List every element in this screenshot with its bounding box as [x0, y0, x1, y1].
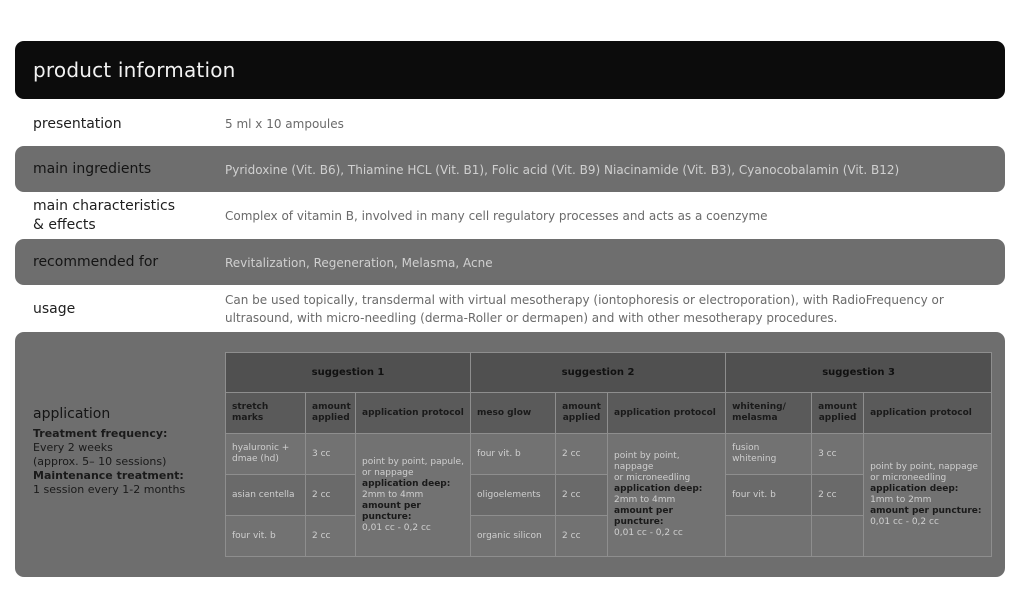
column-header: stretch marks	[226, 393, 306, 434]
maintenance-treatment-line: 1 session every 1-2 months	[33, 483, 186, 496]
row-application	[15, 332, 1005, 577]
column-header-line: amount	[818, 402, 857, 412]
column-header-line: applied	[562, 413, 601, 423]
table-cell: 2 cc	[556, 434, 608, 475]
protocol-title: application deep:	[362, 478, 451, 489]
table-cell: four vit. b	[471, 434, 556, 475]
protocol-cell	[608, 434, 726, 557]
row-label-line: main characteristics	[33, 198, 176, 214]
table-cell: 3 cc	[306, 434, 356, 475]
table-cell: organic silicon	[471, 516, 556, 557]
row-label: main ingredients	[33, 161, 152, 177]
protocol-line: or microneedling	[614, 473, 691, 483]
protocol-line: or microneedling	[870, 473, 947, 483]
column-header-line: applied	[312, 413, 350, 423]
column-header: application protocol	[356, 393, 471, 434]
column-header-line: amount	[562, 402, 601, 412]
treatment-frequency-line: Every 2 weeks	[33, 441, 113, 454]
column-header-line: melasma	[732, 413, 778, 423]
application-title: application	[33, 406, 111, 422]
protocol-title: amount per puncture:	[870, 506, 982, 516]
row-recommended-for	[15, 239, 1005, 285]
column-header: application protocol	[864, 393, 992, 434]
protocol-cell	[864, 434, 992, 557]
protocol-line: 2mm to 4mm	[614, 495, 676, 505]
column-header: meso glow	[471, 393, 556, 434]
column-header-line: amount	[312, 402, 351, 412]
table-cell	[726, 516, 812, 557]
protocol-line: 1mm to 2mm	[870, 495, 932, 505]
protocol-line: 0,01 cc - 0,2 cc	[614, 528, 683, 538]
table-cell: 2 cc	[812, 475, 864, 516]
column-header-line: applied	[818, 413, 857, 423]
table-cell	[726, 434, 812, 475]
treatment-frequency-title: Treatment frequency:	[33, 427, 168, 440]
column-header	[556, 393, 608, 434]
protocol-title: application deep:	[870, 484, 959, 494]
protocol-title: application deep:	[614, 484, 703, 494]
maintenance-treatment-title: Maintenance treatment:	[33, 469, 184, 482]
column-header	[306, 393, 356, 434]
table-cell	[226, 434, 306, 475]
row-main-ingredients	[15, 146, 1005, 192]
protocol-title: amount per puncture:	[362, 500, 421, 522]
application-label-block	[33, 406, 223, 497]
table-cell: 2 cc	[556, 475, 608, 516]
table-cell: four vit. b	[226, 516, 306, 557]
row-value: Can be used topically, transdermal with virtual mesotherapy (iontophoresis or electroporation), with RadioFrequency or ultrasound, with micro-needling (derma-Roller or dermapen) and with other mesotherapy procedures.	[225, 293, 944, 325]
protocol-line: or nappage	[362, 467, 414, 478]
row-label: usage	[33, 301, 76, 317]
row-label: recommended for	[33, 254, 159, 270]
table-cell: 2 cc	[306, 475, 356, 516]
row-value: Complex of vitamin B, involved in many cell regulatory processes and acts as a coenzyme	[225, 209, 768, 223]
protocol-line: 0,01 cc - 0,2 cc	[362, 522, 431, 533]
table-cell: 3 cc	[812, 434, 864, 475]
row-label: presentation	[33, 116, 122, 132]
cell-line: dmae (hd)	[232, 454, 279, 464]
row-value: Revitalization, Regeneration, Melasma, Acne	[225, 256, 493, 270]
column-header	[812, 393, 864, 434]
column-header: application protocol	[608, 393, 726, 434]
table-cell: 2 cc	[306, 516, 356, 557]
protocol-cell	[356, 434, 471, 557]
suggestion-header: suggestion 3	[726, 353, 992, 393]
column-header	[726, 393, 812, 434]
cell-line: whitening	[732, 454, 777, 464]
row-main-characteristics	[15, 195, 1005, 237]
application-table	[225, 352, 992, 557]
protocol-line: point by point, nappage	[870, 462, 978, 472]
table-cell: four vit. b	[726, 475, 812, 516]
row-value: 5 ml x 10 ampoules	[225, 117, 344, 131]
cell-line: hyaluronic +	[232, 443, 290, 453]
column-header-line: whitening/	[732, 402, 786, 412]
table-cell	[812, 516, 864, 557]
row-label-line: & effects	[33, 217, 96, 233]
row-usage	[15, 289, 1005, 331]
row-label	[33, 197, 175, 235]
table-cell: oligoelements	[471, 475, 556, 516]
row-presentation	[15, 108, 1005, 142]
table-row	[226, 434, 992, 475]
cell-line: fusion	[732, 443, 760, 453]
suggestion-header: suggestion 2	[471, 353, 726, 393]
page-title: product information	[15, 41, 1005, 99]
table-cell: 2 cc	[556, 516, 608, 557]
protocol-line: 2mm to 4mm	[362, 489, 424, 500]
protocol-line: 0,01 cc - 0,2 cc	[870, 517, 939, 527]
treatment-frequency-line: (approx. 5– 10 sessions)	[33, 455, 167, 468]
protocol-line: point by point, nappage	[614, 451, 680, 472]
protocol-title: amount per puncture:	[614, 506, 673, 527]
protocol-line: point by point, papule,	[362, 456, 464, 467]
table-cell: asian centella	[226, 475, 306, 516]
row-value: Pyridoxine (Vit. B6), Thiamine HCL (Vit. B1), Folic acid (Vit. B9) Niacinamide (Vit. B3), Cyanocobalamin (Vit. B12)	[225, 163, 900, 177]
suggestion-header: suggestion 1	[226, 353, 471, 393]
